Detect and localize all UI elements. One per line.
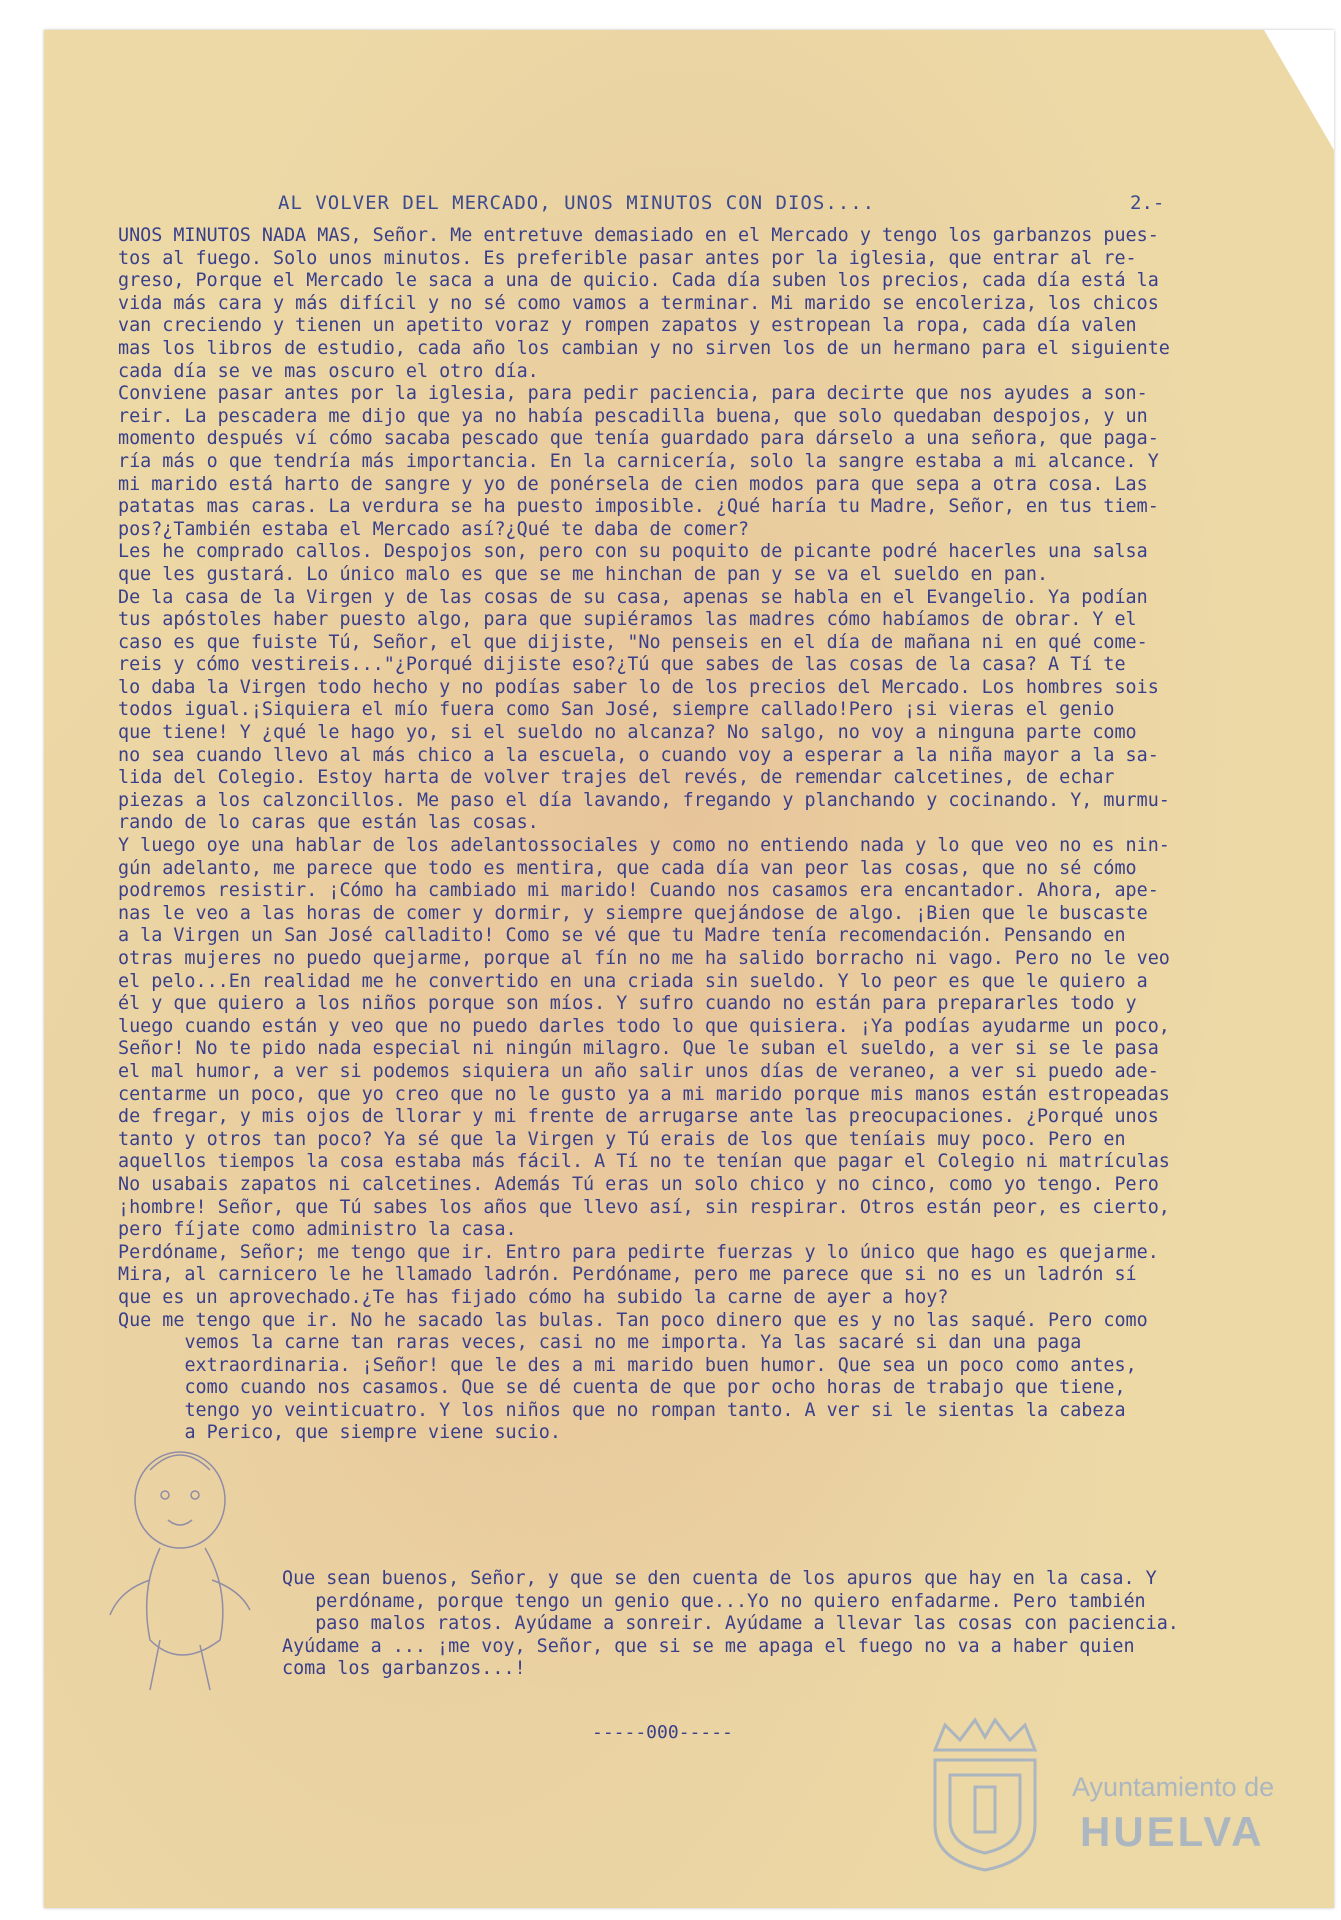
page-number: 2.- <box>1130 192 1165 214</box>
body-text: UNOS MINUTOS NADA MAS, Señor. Me entretuve demasiado en el Mercado y tengo los garbanzos pues- tos al fuego. Solo unos minutos. Es preferible pasar antes por la iglesia, que entrar al re- greso, Porque el Mercado le saca a una de quicio. Cada día suben los precios, cada día está la vida más cara y más difícil y no sé como vamos a terminar. Mi marido se encoleriza, los chicos van creciendo y tienen un apetito voraz y rompen zapatos y estropean la ropa, cada día valen mas los libros de estudio, cada año los cambian y no sirven los de un hermano para el siguiente cada día se ve mas oscuro el otro día. Conviene pasar antes por la iglesia, para pedir paciencia, para decirte que nos ayudes a son- reir. La pescadera me dijo que ya no había pescadilla buena, que solo quedaban despojos, y un momento después ví cómo sacaba pescado que tenía guardado para dárselo a una señora, que paga- ría más o que tendría más importancia. En la carnicería, solo la sangre estaba a mi alcance. Y mi marido está harto de sangre y yo de ponérsela de cien modos para que sepa a otra cosa. Las patatas mas caras. La verdura se ha puesto imposible. ¿Qué haría tu Madre, Señor, en tus tiem- pos?¿También estaba el Mercado así?¿Qué te daba de comer? Les he comprado callos. Despojos son, pero con su poquito de picante podré hacerles una salsa que les gustará. Lo único malo es que se me hinchan de pan y se va el sueldo en pan. De la casa de la Virgen y de las cosas de su casa, apenas se habla en el Evangelio. Ya podían tus apóstoles haber puesto algo, para que supiéramos las madres cómo habíamos de obrar. Y el caso es que fuiste Tú, Señor, el que dijiste, "No penseis en el día de mañana ni en qué come- reis y cómo vestireis..."¿Porqué dijiste eso?¿Tú que sabes de las cosas de la casa? A Tí te lo daba la Virgen todo hecho y no podías saber lo de los precios del Mercado. Los hombres sois todos igual.¡Siquiera el mío fuera como San José, siempre callado!Pero ¡si vieras el genio que tiene! Y ¿qué le hago yo, si el sueldo no alcanza? No salgo, no voy a ninguna parte como no sea cuando llevo al más chico a la escuela, o cuando voy a esperar a la niña mayor a la sa- lida del Colegio. Estoy harta de volver trajes del revés, de remendar calcetines, de echar piezas a los calzoncillos. Me paso el día lavando, fregando y planchando y cocinando. Y, murmu- rando de lo caras que están las cosas. Y luego oye una hablar de los adelantossociales y como no entiendo nada y lo que veo no es nin- gún adelanto, me parece que todo es mentira, que cada día van peor las cosas, que no sé cómo podremos resistir. ¡Cómo ha cambiado mi marido! Cuando nos casamos era encantador. Ahora, ape- nas le veo a las horas de comer y dormir, y siempre quejándose de algo. ¡Bien que le buscaste a la Virgen un San José calladito! Como se vé que tu Madre tenía recomendación. Pensando en otras mujeres no puedo quejarme, porque al fín no me ha salido borracho ni vago. Pero no le veo el pelo...En realidad me he convertido en una criada sin sueldo. Y lo peor es que le quiero a él y que quiero a los niños porque son míos. Y sufro cuando no están para prepararles todo y luego cuando están y veo que no puedo darles todo lo que quisiera. ¡Ya podías ayudarme un poco, Señor! No te pido nada especial ni ningún milagro. Que le suban el sueldo, a ver si se le pasa el mal humor, a ver si podemos siquiera un año salir unos días de veraneo, a ver si puedo ade- centarme un poco, que yo creo que no le gusto ya a mi marido porque mis manos están estropeadas de fregar, y mis ojos de llorar y mi frente de arrugarse ante las preocupaciones. ¿Porqué unos tanto y otros tan poco? Ya sé que la Virgen y Tú erais de los que teníais muy poco. Pero en aquellos tiempos la cosa estaba más fácil. A Tí no te tenían que pagar el Colegio ni matrículas No usabais zapatos ni calcetines. Además Tú eras un solo chico y no cinco, como yo tengo. Pero ¡hombre! Señor, que Tú sabes los años que llevo así, sin respirar. Otros están peor, es cierto, pero fíjate como administro la casa. Perdóname, Señor; me tengo que ir. Entro para pedirte fuerzas y lo único que hago es quejarme. Mira, al carnicero le he llamado ladrón. Perdóname, pero me parece que si no es un ladrón sí que es un aprovechado.¿Te has fijado cómo ha subido la carne de ayer a hoy? Que me tengo que ir. No he sacado las bulas. Tan poco dinero que es y no las saqué. Pero como vemos la carne tan raras veces, casi no me importa. Ya las sacaré si dan una paga extraordinaria. ¡Señor! que le des a mi marido buen humor. Que sea un poco como antes, como cuando nos casamos. Que se dé cuenta de que por ocho horas de trabajo que tiene, tengo yo veinticuatro. Y los niños que no rompan tanto. A ver si le sientas la cabeza a Perico, que siempre viene sucio. <box>118 225 1170 1444</box>
torn-corner <box>1264 30 1334 150</box>
coat-of-arms-watermark-icon <box>920 1715 1050 1875</box>
child-doodle-illustration <box>100 1440 300 1700</box>
document-title: AL VOLVER DEL MERCADO, UNOS MINUTOS CON DIOS.... <box>278 192 876 214</box>
closing-text: Que sean buenos, Señor, y que se den cuenta de los apuros que hay en la casa. Y perdóname, porque tengo un genio que...Yo no quiero enfadarme. Pero también paso malos ratos. Ayúdame a sonreir. Ayúdame a llevar las cosas con paciencia. Ayúdame a ... ¡me voy, Señor, que si se me apaga el fuego no va a haber quien coma los garbanzos...! <box>282 1568 1179 1680</box>
watermark-line2: HUELVA <box>1080 1808 1265 1855</box>
watermark-line1: Ayuntamiento de <box>1072 1772 1275 1802</box>
end-mark: -----000----- <box>592 1722 733 1743</box>
